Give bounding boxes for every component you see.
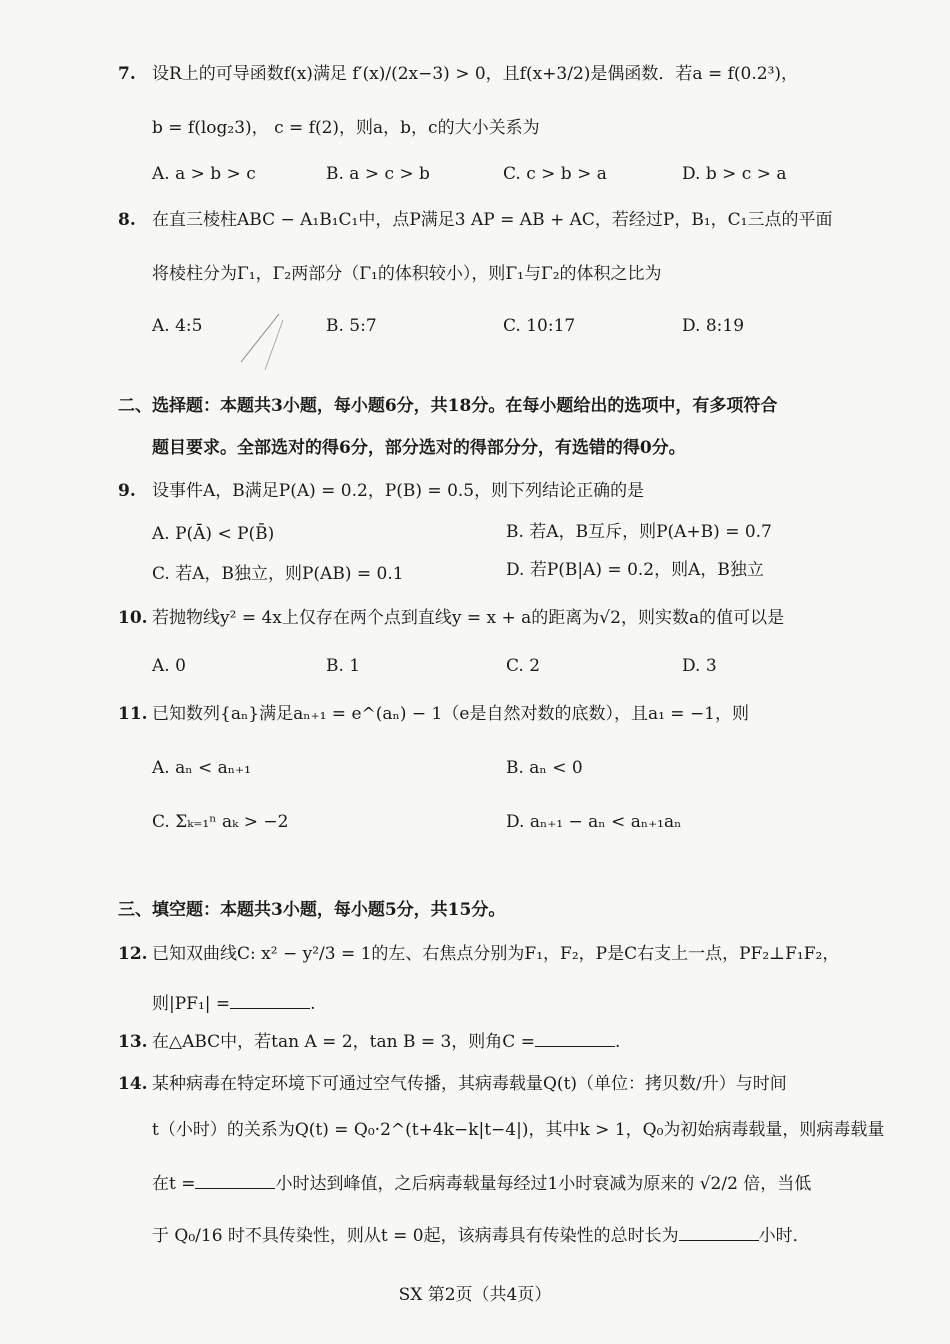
q13-period: . <box>614 1032 621 1052</box>
section2-heading-line2: 题目要求。全部选对的得6分，部分选对的得部分分，有选错的得0分。 <box>152 438 686 458</box>
q11-option-d: D. aₙ₊₁ − aₙ < aₙ₊₁aₙ <box>506 812 682 832</box>
q11-option-a: A. aₙ < aₙ₊₁ <box>152 758 251 778</box>
q11-stem: 已知数列{aₙ}满足aₙ₊₁ = e^(aₙ) − 1（e是自然对数的底数），且a₁ = −1，则 <box>152 704 749 724</box>
q14-line3 <box>152 1174 811 1193</box>
q12-stem-line2: 则|PF₁| = <box>152 994 231 1014</box>
q9-line <box>118 483 644 500</box>
q13-stem: 在△ABC中，若tan A = 2，tan B = 3，则角C = <box>152 1032 535 1052</box>
q9-number: 9. <box>118 481 136 501</box>
q7-stem-line1: 设R上的可导函数f(x)满足 f′(x)/(2x−3) > 0，且f(x+3/2)是偶函数．若a = f(0.2³)， <box>152 64 799 84</box>
q14-stem-line2: t（小时）的关系为Q(t) = Q₀·2^(t+4k−k|t−4|)，其中k > 1，Q₀为初始病毒载量，则病毒载量 <box>152 1120 885 1140</box>
q9-stem: 设事件A，B满足P(A) = 0.2，P(B) = 0.5，则下列结论正确的是 <box>152 481 645 501</box>
q8-number: 8. <box>118 210 136 230</box>
q10-option-a: A. 0 <box>152 656 186 676</box>
q14-answer-blank-1[interactable] <box>195 1174 275 1189</box>
q12-period: . <box>310 994 316 1014</box>
pencil-scribble <box>235 312 295 372</box>
q8-option-c: C. 10:17 <box>503 316 576 336</box>
q10-line <box>118 610 784 627</box>
q14-stem-line4b: 小时． <box>758 1226 810 1246</box>
q10-option-b: B. 1 <box>326 656 361 676</box>
q14-line4 <box>152 1226 810 1245</box>
q13-line <box>118 1032 620 1051</box>
q12-line1 <box>118 946 839 963</box>
q9-option-c: C. 若A，B独立，则P(AB) = 0.1 <box>152 564 404 584</box>
q8-stem-line1: 在直三棱柱ABC − A₁B₁C₁中，点P满足3 AP = AB + AC，若经过P，B₁，C₁三点的平面 <box>152 210 833 230</box>
q14-answer-blank-2[interactable] <box>679 1226 759 1241</box>
section3-heading: 三、填空题：本题共3小题，每小题5分，共15分。 <box>118 900 506 920</box>
q7-option-b: B. a > c > b <box>326 164 430 184</box>
q12-number: 12. <box>118 944 148 964</box>
q9-option-a: A. P(Ā) < P(B̄) <box>152 524 275 544</box>
q8-stem-line2: 将棱柱分为Γ₁，Γ₂两部分（Γ₁的体积较小），则Γ₁与Γ₂的体积之比为 <box>152 264 662 284</box>
q9-option-b: B. 若A，B互斥，则P(A+B) = 0.7 <box>506 522 772 542</box>
q7-line1 <box>118 66 798 83</box>
q14-number: 14. <box>118 1074 148 1094</box>
q11-number: 11. <box>118 704 148 724</box>
q10-stem: 若抛物线y² = 4x上仅存在两个点到直线y = x + a的距离为√2，则实数a的值可以是 <box>152 608 785 628</box>
q8-option-a: A. 4:5 <box>152 316 203 336</box>
q10-option-c: C. 2 <box>506 656 541 676</box>
q7-option-d: D. b > c > a <box>682 164 787 184</box>
q10-number: 10. <box>118 608 148 628</box>
page-footer: SX 第2页（共4页） <box>398 1285 552 1305</box>
q13-number: 13. <box>118 1032 148 1052</box>
q12-line2 <box>152 994 316 1013</box>
q11-line <box>118 706 749 723</box>
q8-option-b: B. 5:7 <box>326 316 377 336</box>
q8-line1 <box>118 212 832 229</box>
q10-option-d: D. 3 <box>682 656 717 676</box>
q9-option-d: D. 若P(B|A) = 0.2，则A，B独立 <box>506 560 764 580</box>
q7-option-a: A. a > b > c <box>152 164 256 184</box>
q12-answer-blank[interactable] <box>230 994 310 1009</box>
section2-heading-line1: 二、选择题：本题共3小题，每小题6分，共18分。在每小题给出的选项中，有多项符合 <box>118 396 778 416</box>
q13-answer-blank[interactable] <box>535 1032 615 1047</box>
q7-stem-line2: b = f(log₂3)， c = f(2)，则a，b，c的大小关系为 <box>152 118 540 138</box>
q14-stem-line4a: 于 Q₀/16 时不具传染性，则从t = 0起，该病毒具有传染性的总时长为 <box>152 1226 679 1246</box>
q8-option-d: D. 8:19 <box>682 316 745 336</box>
q14-stem-line3a: 在t = <box>152 1174 196 1194</box>
q14-stem-line1: 某种病毒在特定环境下可通过空气传播，其病毒载量Q(t)（单位：拷贝数/升）与时间 <box>152 1074 787 1094</box>
q14-stem-line3b: 小时达到峰值，之后病毒载量每经过1小时衰减为原来的 √2/2 倍，当低 <box>275 1174 812 1194</box>
q11-option-c: C. Σₖ₌₁ⁿ aₖ > −2 <box>152 812 289 832</box>
q7-number: 7. <box>118 64 136 84</box>
q7-option-c: C. c > b > a <box>503 164 607 184</box>
q12-stem-line1: 已知双曲线C: x² − y²/3 = 1的左、右焦点分别为F₁，F₂，P是C右支上一点，PF₂⊥F₁F₂， <box>152 944 840 964</box>
q14-line1 <box>118 1076 787 1093</box>
q11-option-b: B. aₙ < 0 <box>506 758 583 778</box>
